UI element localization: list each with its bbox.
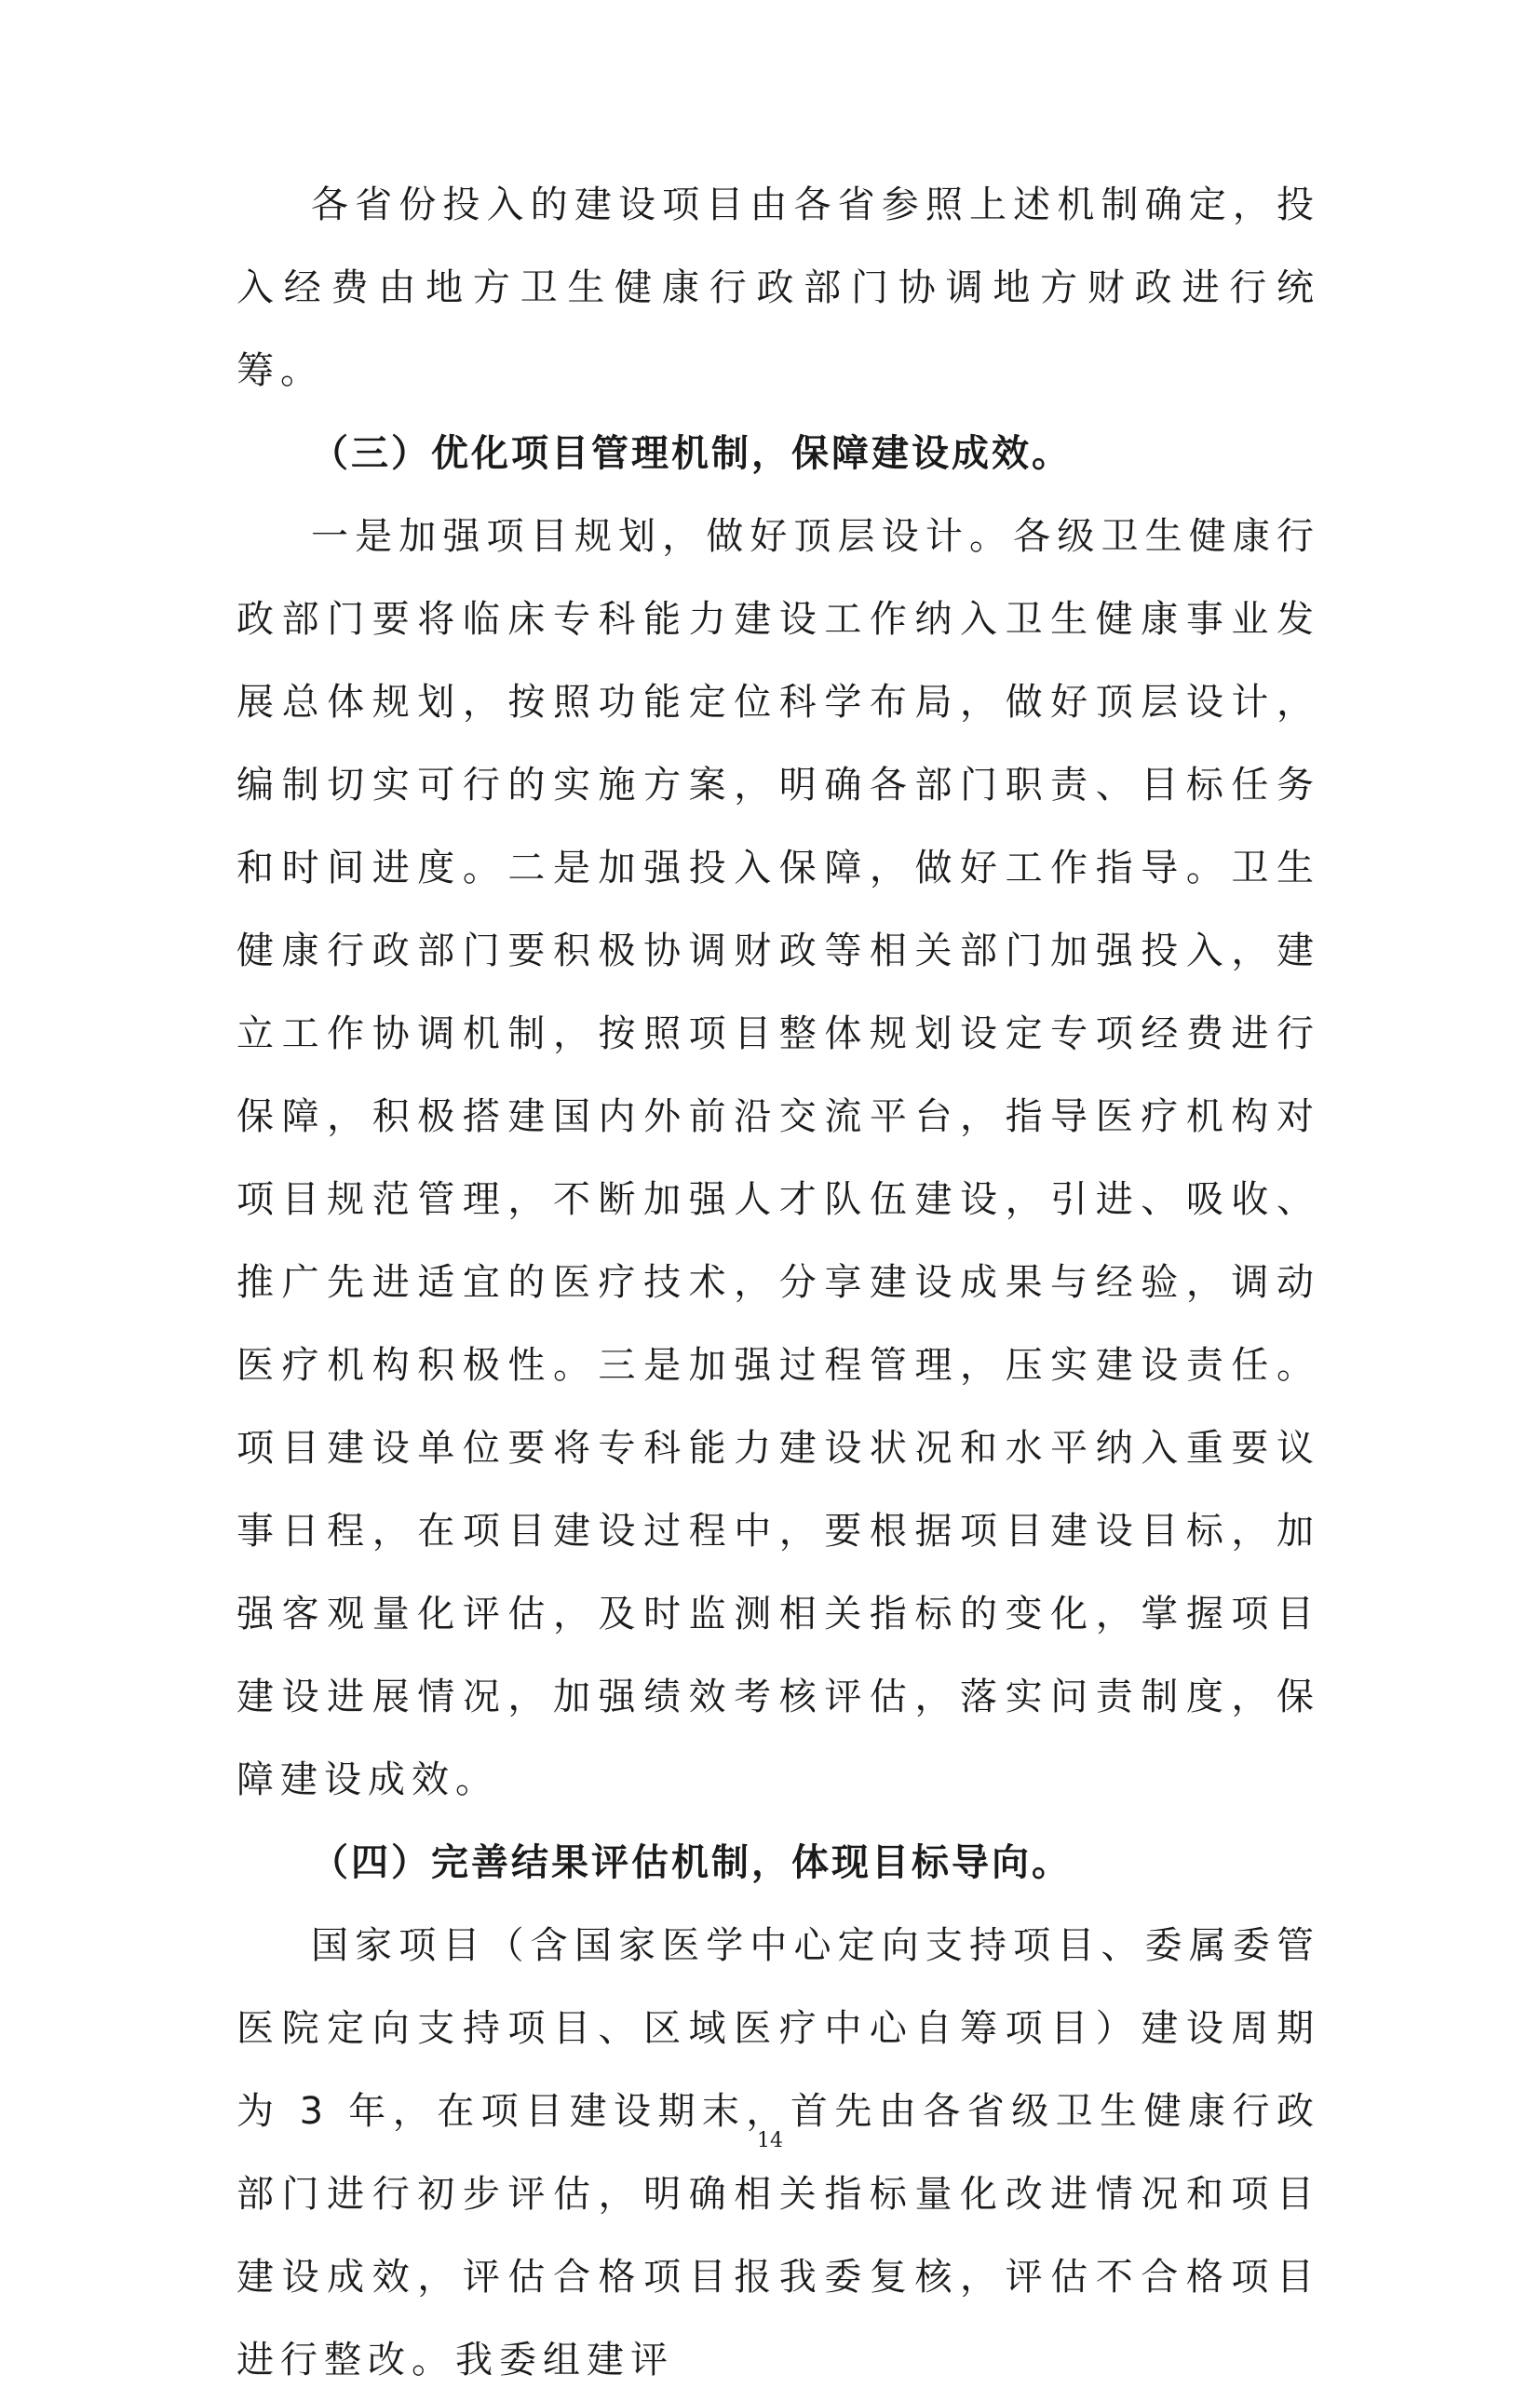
paragraph-investment-provinces: 各省份投入的建设项目由各省参照上述机制确定，投入经费由地方卫生健康行政部门协调地方财政进行统筹。 [236, 183, 1320, 392]
paragraph-management-mechanism: 一是加强项目规划，做好顶层设计。各级卫生健康行政部门要将临床专科能力建设工作纳入卫生健康事业发展总体规划，按照功能定位科学布局，做好顶层设计，编制切实可行的实施方案，明确各部门职责、目标任务和时间进度。二是加强投入保障，做好工作指导。卫生健康行政部门要积极协调财政等相关部门加强投入，建立工作协调机制，按照项目整体规划设定专项经费进行保障，积极搭建国内外前沿交流平台，指导医疗机构对项目规范管理，不断加强人才队伍建设，引进、吸收、推广先进适宜的医疗技术，分享建设成果与经验，调动医疗机构积极性。三是加强过程管理，压实建设责任。项目建设单位要将专科能力建设状况和水平纳入重要议事日程，在项目建设过程中，要根据项目建设目标，加强客观量化评估，及时监测相关指标的变化，掌握项目建设进展情况，加强绩效考核评估，落实问责制度，保障建设成效。 [236, 515, 1320, 1801]
section-heading-4: （四）完善结果评估机制，体现目标导向。 [311, 1841, 1072, 1884]
page-number: 14 [757, 2129, 783, 2152]
section-heading-3: （三）优化项目管理机制，保障建设成效。 [311, 432, 1072, 475]
document-body [236, 164, 1320, 2402]
paragraph-evaluation-mechanism: 国家项目（含国家医学中心定向支持项目、委属委管医院定向支持项目、区域医疗中心自筹项目）建设周期为 3 年，在项目建设期末，首先由各省级卫生健康行政部门进行初步评估，明确相关指标量化改进情况和项目建设成效，评估合格项目报我委复核，评估不合格项目进行整改。我委组建评 [236, 1924, 1320, 2382]
